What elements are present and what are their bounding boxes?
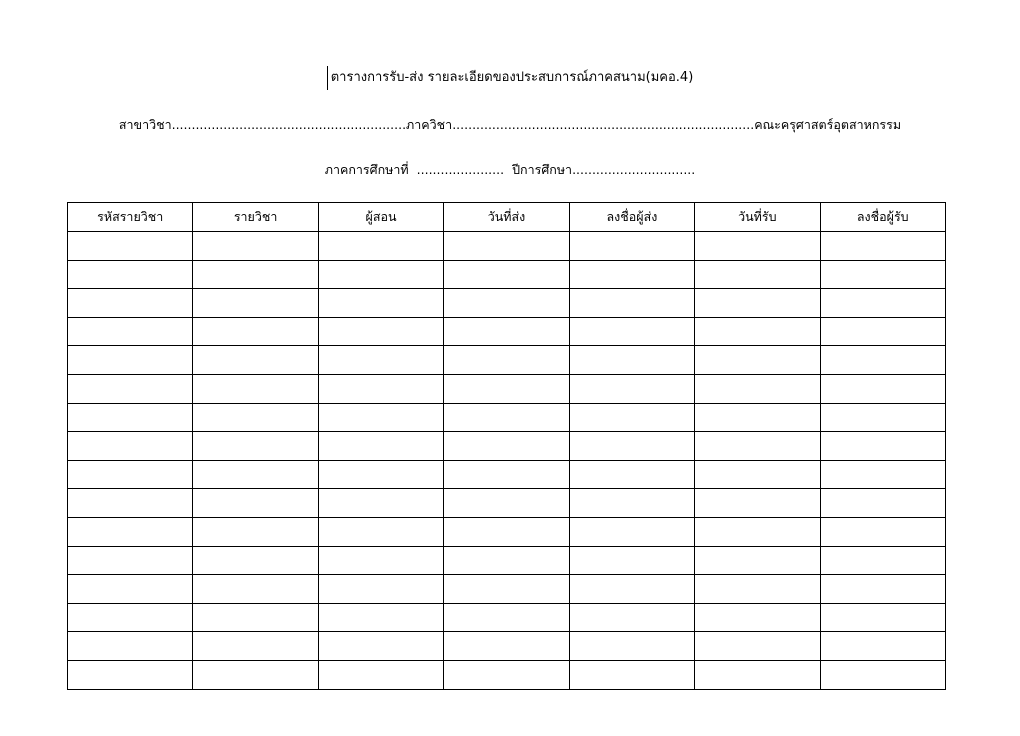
- document-title[interactable]: ตารางการรับ-ส่ง รายละเอียดของประสบการณ์ภาคสนาม(มคอ.4): [330, 70, 694, 85]
- table-cell[interactable]: [820, 575, 945, 604]
- table-header-row: [68, 203, 946, 232]
- table-row: [68, 374, 946, 403]
- table-cell[interactable]: [318, 460, 443, 489]
- title-row: [0, 68, 1020, 88]
- header-sender-signature: ลงชื่อผู้ส่ง: [569, 203, 694, 232]
- table-cell[interactable]: [695, 546, 820, 575]
- table-cell[interactable]: [695, 460, 820, 489]
- table-cell[interactable]: [193, 289, 318, 318]
- table-cell[interactable]: [444, 575, 569, 604]
- department-label: ภาควิชา: [406, 117, 453, 132]
- table-cell[interactable]: [820, 660, 945, 689]
- table-cell[interactable]: [68, 432, 193, 461]
- table-row: [68, 546, 946, 575]
- table-row: [68, 575, 946, 604]
- table-cell[interactable]: [820, 632, 945, 661]
- table-cell[interactable]: [820, 460, 945, 489]
- table-cell[interactable]: [68, 489, 193, 518]
- table-cell[interactable]: [444, 603, 569, 632]
- table-cell[interactable]: [820, 603, 945, 632]
- table-cell[interactable]: [193, 517, 318, 546]
- table-cell[interactable]: [193, 546, 318, 575]
- major-label: สาขาวิชา: [118, 117, 172, 132]
- table-cell[interactable]: [569, 460, 694, 489]
- table-cell[interactable]: [318, 289, 443, 318]
- table-cell[interactable]: [444, 289, 569, 318]
- table-cell[interactable]: [820, 317, 945, 346]
- table-cell[interactable]: [68, 403, 193, 432]
- table-cell[interactable]: [569, 517, 694, 546]
- table-cell[interactable]: [569, 260, 694, 289]
- table-cell[interactable]: [569, 660, 694, 689]
- table-cell[interactable]: [569, 289, 694, 318]
- table-cell[interactable]: [68, 632, 193, 661]
- table-cell[interactable]: [695, 575, 820, 604]
- table-cell[interactable]: [318, 317, 443, 346]
- table-cell[interactable]: [444, 374, 569, 403]
- table-cell[interactable]: [444, 432, 569, 461]
- header-course-name: รายวิชา: [193, 203, 318, 232]
- header-receiver-signature: ลงชื่อผู้รับ: [820, 203, 945, 232]
- table-cell[interactable]: [68, 603, 193, 632]
- table-cell[interactable]: [695, 603, 820, 632]
- table-row: [68, 232, 946, 261]
- table-cell[interactable]: [193, 460, 318, 489]
- table-cell[interactable]: [569, 546, 694, 575]
- table-cell[interactable]: [820, 260, 945, 289]
- table-cell[interactable]: [318, 346, 443, 375]
- table-cell[interactable]: [569, 232, 694, 261]
- header-receive-date: วันที่รับ: [695, 203, 820, 232]
- table-cell[interactable]: [569, 317, 694, 346]
- table-cell[interactable]: [695, 489, 820, 518]
- table-cell[interactable]: [318, 660, 443, 689]
- header-send-date: วันที่ส่ง: [444, 203, 569, 232]
- table-cell[interactable]: [68, 260, 193, 289]
- table-cell[interactable]: [68, 346, 193, 375]
- table-cell[interactable]: [68, 575, 193, 604]
- table-cell[interactable]: [444, 517, 569, 546]
- table-row: [68, 289, 946, 318]
- table-cell[interactable]: [820, 517, 945, 546]
- table-cell[interactable]: [820, 546, 945, 575]
- table-cell[interactable]: [318, 403, 443, 432]
- table-cell[interactable]: [444, 489, 569, 518]
- table-cell[interactable]: [695, 346, 820, 375]
- table-cell[interactable]: [444, 660, 569, 689]
- table-cell[interactable]: [444, 460, 569, 489]
- table-row: [68, 632, 946, 661]
- table-cell[interactable]: [68, 517, 193, 546]
- table-cell[interactable]: [444, 632, 569, 661]
- table-cell[interactable]: [695, 632, 820, 661]
- table-body: [68, 232, 946, 690]
- table-cell[interactable]: [444, 346, 569, 375]
- table-cell[interactable]: [68, 460, 193, 489]
- academic-year-label: ปีการศึกษา: [512, 162, 573, 177]
- table-cell[interactable]: [68, 317, 193, 346]
- table-row: [68, 489, 946, 518]
- table-row: [68, 460, 946, 489]
- table-row: [68, 403, 946, 432]
- table-cell[interactable]: [193, 632, 318, 661]
- table-cell[interactable]: [193, 232, 318, 261]
- table-cell[interactable]: [193, 575, 318, 604]
- table-cell[interactable]: [68, 232, 193, 261]
- table-cell[interactable]: [318, 232, 443, 261]
- table-cell[interactable]: [820, 289, 945, 318]
- academic-year-fill-dots: ...............................: [572, 162, 696, 177]
- table-row: [68, 603, 946, 632]
- table-cell[interactable]: [820, 232, 945, 261]
- table-cell[interactable]: [695, 660, 820, 689]
- table-cell[interactable]: [193, 660, 318, 689]
- table-cell[interactable]: [820, 374, 945, 403]
- table-cell[interactable]: [68, 660, 193, 689]
- table-row: [68, 660, 946, 689]
- table-cell[interactable]: [569, 603, 694, 632]
- table-cell[interactable]: [193, 317, 318, 346]
- table-cell[interactable]: [569, 374, 694, 403]
- table-cell[interactable]: [569, 432, 694, 461]
- table-cell[interactable]: [318, 546, 443, 575]
- table-row: [68, 432, 946, 461]
- table-cell[interactable]: [820, 403, 945, 432]
- table-cell[interactable]: [318, 517, 443, 546]
- table-cell[interactable]: [820, 346, 945, 375]
- table-cell[interactable]: [695, 403, 820, 432]
- table-cell[interactable]: [569, 575, 694, 604]
- table-cell[interactable]: [695, 317, 820, 346]
- table-cell[interactable]: [68, 374, 193, 403]
- table-row: [68, 317, 946, 346]
- table-cell[interactable]: [695, 432, 820, 461]
- table-cell[interactable]: [193, 374, 318, 403]
- table-cell[interactable]: [318, 432, 443, 461]
- faculty-name: คณะครุศาสตร์อุตสาหกรรม: [754, 117, 902, 132]
- semester-fill-dots: ......................: [416, 162, 505, 177]
- table-cell[interactable]: [695, 289, 820, 318]
- header-instructor: ผู้สอน: [318, 203, 443, 232]
- table-row: [68, 517, 946, 546]
- table-cell[interactable]: [444, 317, 569, 346]
- major-fill-dots: ...........................................................: [171, 117, 407, 132]
- semester-label: ภาคการศึกษาที่: [324, 162, 409, 177]
- table-cell[interactable]: [193, 260, 318, 289]
- department-fill-dots: ............................................................................: [452, 117, 755, 132]
- table-cell[interactable]: [695, 232, 820, 261]
- table-cell[interactable]: [68, 289, 193, 318]
- table-cell[interactable]: [318, 260, 443, 289]
- term-line: [0, 160, 1020, 180]
- table-cell[interactable]: [444, 232, 569, 261]
- table-cell[interactable]: [695, 374, 820, 403]
- info-line: [0, 115, 1020, 135]
- table-row: [68, 346, 946, 375]
- table-cell[interactable]: [569, 632, 694, 661]
- table-cell[interactable]: [318, 632, 443, 661]
- table-cell[interactable]: [193, 432, 318, 461]
- table-cell[interactable]: [318, 603, 443, 632]
- table-cell[interactable]: [193, 603, 318, 632]
- table-cell[interactable]: [193, 346, 318, 375]
- table-cell[interactable]: [444, 403, 569, 432]
- table-cell[interactable]: [695, 517, 820, 546]
- table-cell[interactable]: [820, 489, 945, 518]
- table-row: [68, 260, 946, 289]
- title-wrap: [327, 68, 694, 88]
- table-cell[interactable]: [569, 489, 694, 518]
- table-cell[interactable]: [444, 546, 569, 575]
- table-cell[interactable]: [569, 346, 694, 375]
- table-cell[interactable]: [318, 575, 443, 604]
- table-cell[interactable]: [68, 546, 193, 575]
- table-cell[interactable]: [193, 403, 318, 432]
- header-course-code: รหัสรายวิชา: [68, 203, 193, 232]
- table-cell[interactable]: [569, 403, 694, 432]
- text-cursor: [327, 66, 329, 90]
- table-cell[interactable]: [820, 432, 945, 461]
- table-cell[interactable]: [318, 489, 443, 518]
- handover-table: [67, 202, 946, 690]
- table-cell[interactable]: [695, 260, 820, 289]
- table-cell[interactable]: [193, 489, 318, 518]
- table-cell[interactable]: [318, 374, 443, 403]
- table-cell[interactable]: [444, 260, 569, 289]
